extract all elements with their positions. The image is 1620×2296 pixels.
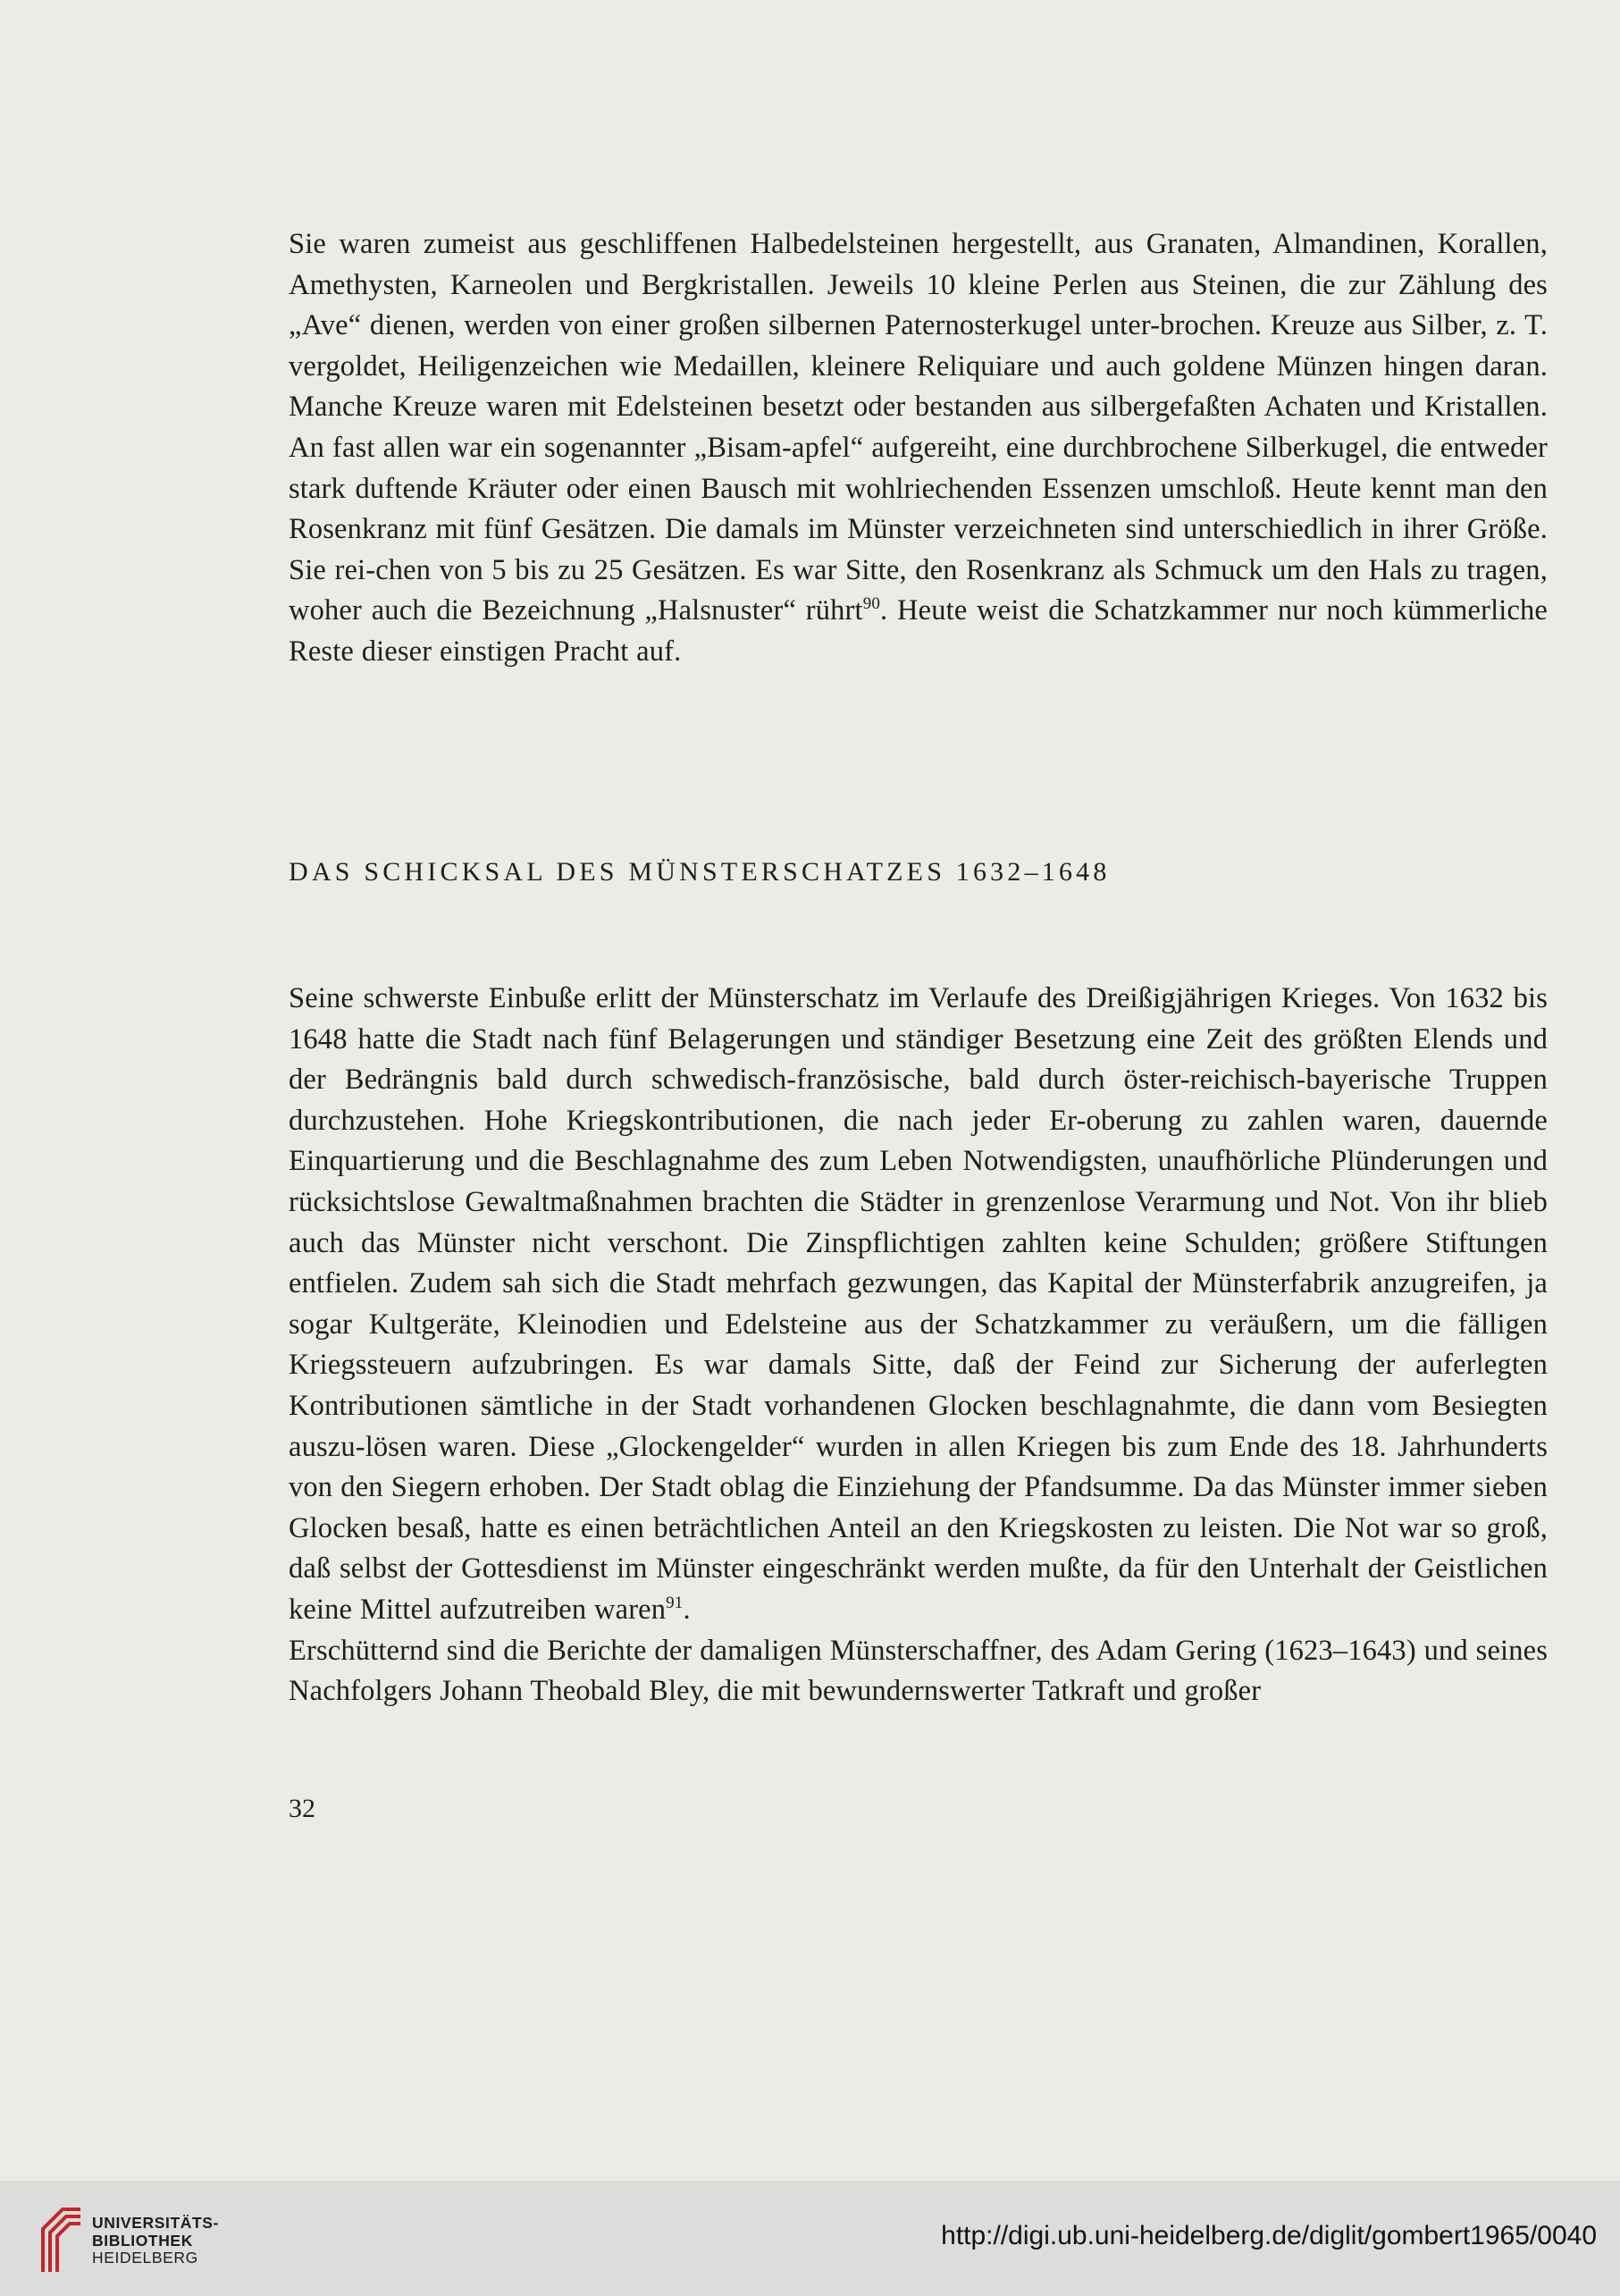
paragraph-text [289,979,1548,1631]
library-name-line: BIBLIOTHEK [92,2231,193,2250]
ub-heidelberg-logo-icon[interactable] [39,2202,84,2274]
footnote-marker-90[interactable]: 90 [862,594,881,614]
footnote-marker-91[interactable]: 91 [666,1594,684,1613]
paragraph-1-end: . Heute weist die Schatzkammer nur noch kümmerliche Reste dieser einstigen Pracht auf. [289,594,1548,668]
paragraph-2-end: . [683,1593,691,1626]
library-name-line: UNIVERSITÄTS- [92,2214,219,2232]
permalink-url[interactable]: http://digi.ub.uni-heidelberg.de/diglit/gombert1965/0040 [941,2221,1597,2250]
paragraph-1-body: Sie waren zumeist aus geschliffenen Halbedelsteinen hergestellt, aus Granaten, Almandinen, Korallen, Amethysten, Karneolen und Bergkristallen. Jeweils 10 kleine Perlen aus Steinen, die zur Zählung des „Ave“ dienen, werden von einer großen silbernen Paternosterkugel unter-brochen. Kreuze aus Silber, z. T. vergoldet, Heiligenzeichen wie Medaillen, kleinere Reliquiare und auch goldene Münzen hingen daran. Manche Kreuze waren mit Edelsteinen besetzt oder bestanden aus silbergefaßten Achaten und Kristallen. An fast allen war ein sogenannter „Bisam-apfel“ aufgereiht, eine durchbrochene Silberkugel, die entweder stark duftende Kräuter oder einen Bausch mit wohlriechenden Essenzen umschloß. Heute kennt man den Rosenkranz mit fünf Gesätzen. Die damals im Münster verzeichneten sind unterschiedlich in ihrer Größe. Sie rei-chen von 5 bis zu 25 Gesätzen. Es war Sitte, den Rosenkranz als Schmuck um den Hals zu tragen, woher auch die Bezeichnung „Halsnuster“ rührt [289,228,1548,627]
page-number: 32 [289,1794,315,1823]
paragraph-3-body: Erschütternd sind die Berichte der damaligen Münsterschaffner, des Adam Gering (1623–1643) und seines Nachfolgers Johann Theobald Bley, die mit bewundernswerter Tatkraft und großer [289,1634,1548,1708]
section-heading: DAS SCHICKSAL DES MÜNSTERSCHATZES 1632–1648 [289,857,1111,887]
paragraph-text [289,224,1548,673]
library-name-line: HEIDELBERG [92,2249,198,2267]
paragraph-war-losses [289,979,1548,1712]
paragraph-rosaries [289,224,1548,673]
paragraph-text [289,1631,1548,1712]
paragraph-2-body: Seine schwerste Einbuße erlitt der Münsterschatz im Verlaufe des Dreißigjährigen Krieges. Von 1632 bis 1648 hatte die Stadt nach fünf Belagerungen und ständiger Besetzung eine Zeit des größten Elends und der Bedrängnis bald durch schwedisch-französische, bald durch öster-reichisch-bayerische Truppen durchzustehen. Hohe Kriegskontributionen, die nach jeder Er-oberung zu zahlen waren, dauernde Einquartierung und die Beschlagnahme des zum Leben Notwendigsten, unaufhörliche Plünderungen und rücksichtslose Gewaltmaßnahmen brachten die Städter in grenzenlose Verarmung und Not. Von ihr blieb auch das Münster nicht verschont. Die Zinspflichtigen zahlten keine Schulden; größere Stiftungen entfielen. Zudem sah sich die Stadt mehrfach gezwungen, das Kapital der Münsterfabrik anzugreifen, ja sogar Kultgeräte, Kleinodien und Edelsteine aus der Schatzkammer zu veräußern, um die fälligen Kriegssteuern aufzubringen. Es war damals Sitte, daß der Feind zur Sicherung der auferlegten Kontributionen sämtliche in der Stadt vorhandenen Glocken beschlagnahmte, die dann vom Besiegten auszu-lösen waren. Diese „Glockengelder“ wurden in allen Kriegen bis zum Ende des 18. Jahrhunderts von den Siegern erhoben. Der Stadt oblag die Einziehung der Pfandsumme. Da das Münster immer sieben Glocken besaß, hatte es einen beträchtlichen Anteil an den Kriegskosten zu leisten. Die Not war so groß, daß selbst der Gottesdienst im Münster eingeschränkt werden mußte, da für den Unterhalt der Geistlichen keine Mittel aufzutreiben waren [289,982,1548,1626]
library-name [92,2215,219,2267]
